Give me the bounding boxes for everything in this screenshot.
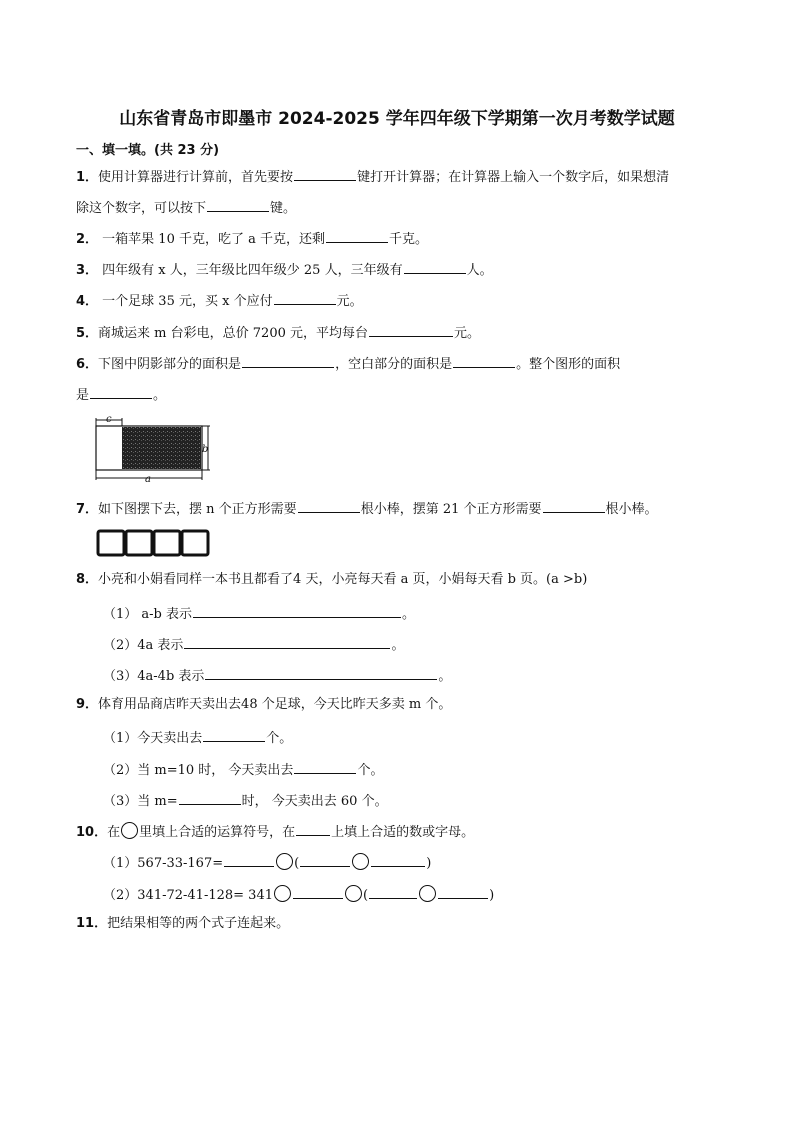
answer-blank[interactable]: [274, 290, 336, 305]
question-text: 除这个数字，可以按下: [76, 201, 207, 216]
operator-circle[interactable]: [419, 885, 436, 902]
answer-blank[interactable]: [543, 498, 605, 513]
question-text: 里填上合适的运算符号，在: [139, 825, 296, 840]
question-number: 6．: [76, 357, 99, 372]
question-text: 根小棒，摆第 21 个正方形需要: [360, 502, 542, 517]
question-7: [76, 498, 658, 519]
question-number: 2．: [76, 232, 99, 247]
question-number: 4．: [76, 294, 99, 309]
question-text: 在: [107, 825, 121, 840]
question-number: 1．: [76, 170, 99, 185]
square-3: [154, 531, 180, 555]
question-9-part-3: [103, 790, 388, 811]
sub-question-text: （3）4a-4b 表示: [103, 669, 205, 684]
sub-question-text: （2）341-72-41-128= 341: [103, 888, 273, 903]
page-title: 山东省青岛市即墨市 2024-2025 学年四年级下学期第一次月考数学试题: [119, 109, 675, 129]
answer-blank[interactable]: [369, 322, 453, 337]
question-number: 10．: [76, 825, 108, 840]
question-10: [76, 821, 474, 842]
question-text: ，空白部分的面积是: [335, 357, 453, 372]
question-text: 。: [153, 388, 167, 403]
question-3: [76, 259, 493, 280]
sub-question-text: 。: [391, 638, 405, 653]
question-text: 千克。: [389, 232, 429, 247]
sub-question-text: 个。: [357, 763, 384, 778]
question-number: 3．: [76, 263, 99, 278]
question-text: 商城运来 m 台彩电，总价 7200 元，平均每台: [98, 326, 368, 341]
question-text: 如下图摆下去，摆 n 个正方形需要: [98, 502, 297, 517]
answer-blank[interactable]: [90, 384, 152, 399]
question-number: 11．: [76, 916, 108, 931]
question-text: 根小棒。: [605, 502, 658, 517]
question-text: 小亮和小娟看同样一本书且都看了4 天，小亮每天看 a 页，小娟每天看 b 页。(a >b): [98, 572, 588, 587]
answer-blank[interactable]: [294, 166, 356, 181]
question-text: 上填上合适的数或字母。: [331, 825, 475, 840]
answer-blank[interactable]: [203, 727, 265, 742]
answer-blank[interactable]: [193, 603, 401, 618]
answer-blank[interactable]: [242, 353, 334, 368]
answer-blank[interactable]: [294, 759, 356, 774]
operator-circle[interactable]: [345, 885, 362, 902]
answer-blank[interactable]: [298, 498, 360, 513]
question-number: 7．: [76, 502, 99, 517]
question-text: 下图中阴影部分的面积是: [98, 357, 242, 372]
question-10-part-2: [103, 884, 494, 905]
answer-blank[interactable]: [224, 852, 274, 867]
paren-open: (: [294, 856, 300, 871]
question-8-part-3: [103, 665, 451, 686]
square-2: [126, 531, 152, 555]
question-10-part-1: [103, 852, 431, 873]
question-number: 8．: [76, 572, 99, 587]
shaded-region: [122, 427, 201, 469]
question-8-part-2: [103, 634, 404, 655]
example-blank: [296, 821, 330, 836]
answer-blank[interactable]: [326, 228, 388, 243]
sub-question-text: （2）当 m=10 时， 今天卖出去: [103, 763, 294, 778]
paren-open: (: [363, 888, 369, 903]
square-4: [182, 531, 208, 555]
question-text: 一箱苹果 10 千克，吃了 a 千克，还剩: [98, 232, 326, 247]
question-text: 一个足球 35 元，买 x 个应付: [98, 294, 273, 309]
question-text: 四年级有 x 人，三年级比四年级少 25 人，三年级有: [98, 263, 403, 278]
paren-close: ): [489, 888, 495, 903]
question-11: [76, 915, 289, 933]
question-8: [76, 571, 587, 589]
answer-blank[interactable]: [369, 884, 417, 899]
operator-circle[interactable]: [274, 885, 291, 902]
question-6-line-1: [76, 353, 620, 374]
question-5: [76, 322, 480, 343]
question-text: 把结果相等的两个式子连起来。: [107, 916, 290, 931]
answer-blank[interactable]: [438, 884, 488, 899]
question-text: 体育用品商店昨天卖出去48 个足球，今天比昨天多卖 m 个。: [98, 697, 452, 712]
question-text: 键。: [270, 201, 297, 216]
answer-blank[interactable]: [371, 852, 425, 867]
answer-blank[interactable]: [404, 259, 466, 274]
question-2: [76, 228, 428, 249]
answer-blank[interactable]: [184, 634, 390, 649]
question-8-part-1: [103, 603, 415, 624]
sub-question-text: 。: [402, 607, 416, 622]
sub-question-text: （1）567-33-167=: [103, 856, 224, 871]
sub-question-text: （2）4a 表示: [103, 638, 184, 653]
square-1: [98, 531, 124, 555]
sub-question-text: （3）当 m=: [103, 794, 178, 809]
matchstick-squares-figure: [94, 527, 216, 559]
answer-blank[interactable]: [205, 665, 437, 680]
question-9: [76, 696, 451, 714]
question-text: 人。: [466, 263, 493, 278]
question-1-line-2: [76, 197, 296, 218]
question-text: 元。: [336, 294, 363, 309]
answer-blank[interactable]: [300, 852, 350, 867]
rectangle-figure: [90, 410, 222, 486]
question-text: 元。: [454, 326, 481, 341]
label-b: b: [202, 444, 209, 455]
question-number: 9．: [76, 697, 99, 712]
answer-blank[interactable]: [179, 790, 241, 805]
question-text: 是: [76, 388, 90, 403]
paren-close: ): [426, 856, 432, 871]
question-number: 5．: [76, 326, 99, 341]
question-text: 。整个图形的面积: [516, 357, 621, 372]
sub-question-text: 。: [438, 669, 452, 684]
sub-question-text: 个。: [266, 731, 293, 746]
answer-blank[interactable]: [293, 884, 343, 899]
sub-question-text: （1） a-b 表示: [103, 607, 193, 622]
question-6-line-2: [76, 384, 166, 405]
question-1-line-1: [76, 166, 669, 187]
answer-blank[interactable]: [453, 353, 515, 368]
answer-blank[interactable]: [207, 197, 269, 212]
operator-circle-icon: [121, 822, 138, 839]
operator-circle[interactable]: [352, 853, 369, 870]
question-text: 使用计算器进行计算前，首先要按: [98, 170, 294, 185]
section-heading: 一、填一填。(共 23 分): [76, 143, 220, 158]
label-c: c: [106, 414, 112, 425]
sub-question-text: 时， 今天卖出去 60 个。: [241, 794, 388, 809]
question-9-part-2: [103, 759, 383, 780]
question-4: [76, 290, 363, 311]
sub-question-text: （1）今天卖出去: [103, 731, 203, 746]
label-a: a: [145, 474, 151, 485]
question-9-part-1: [103, 727, 292, 748]
operator-circle[interactable]: [276, 853, 293, 870]
question-text: 键打开计算器；在计算器上输入一个数字后，如果想清: [357, 170, 670, 185]
